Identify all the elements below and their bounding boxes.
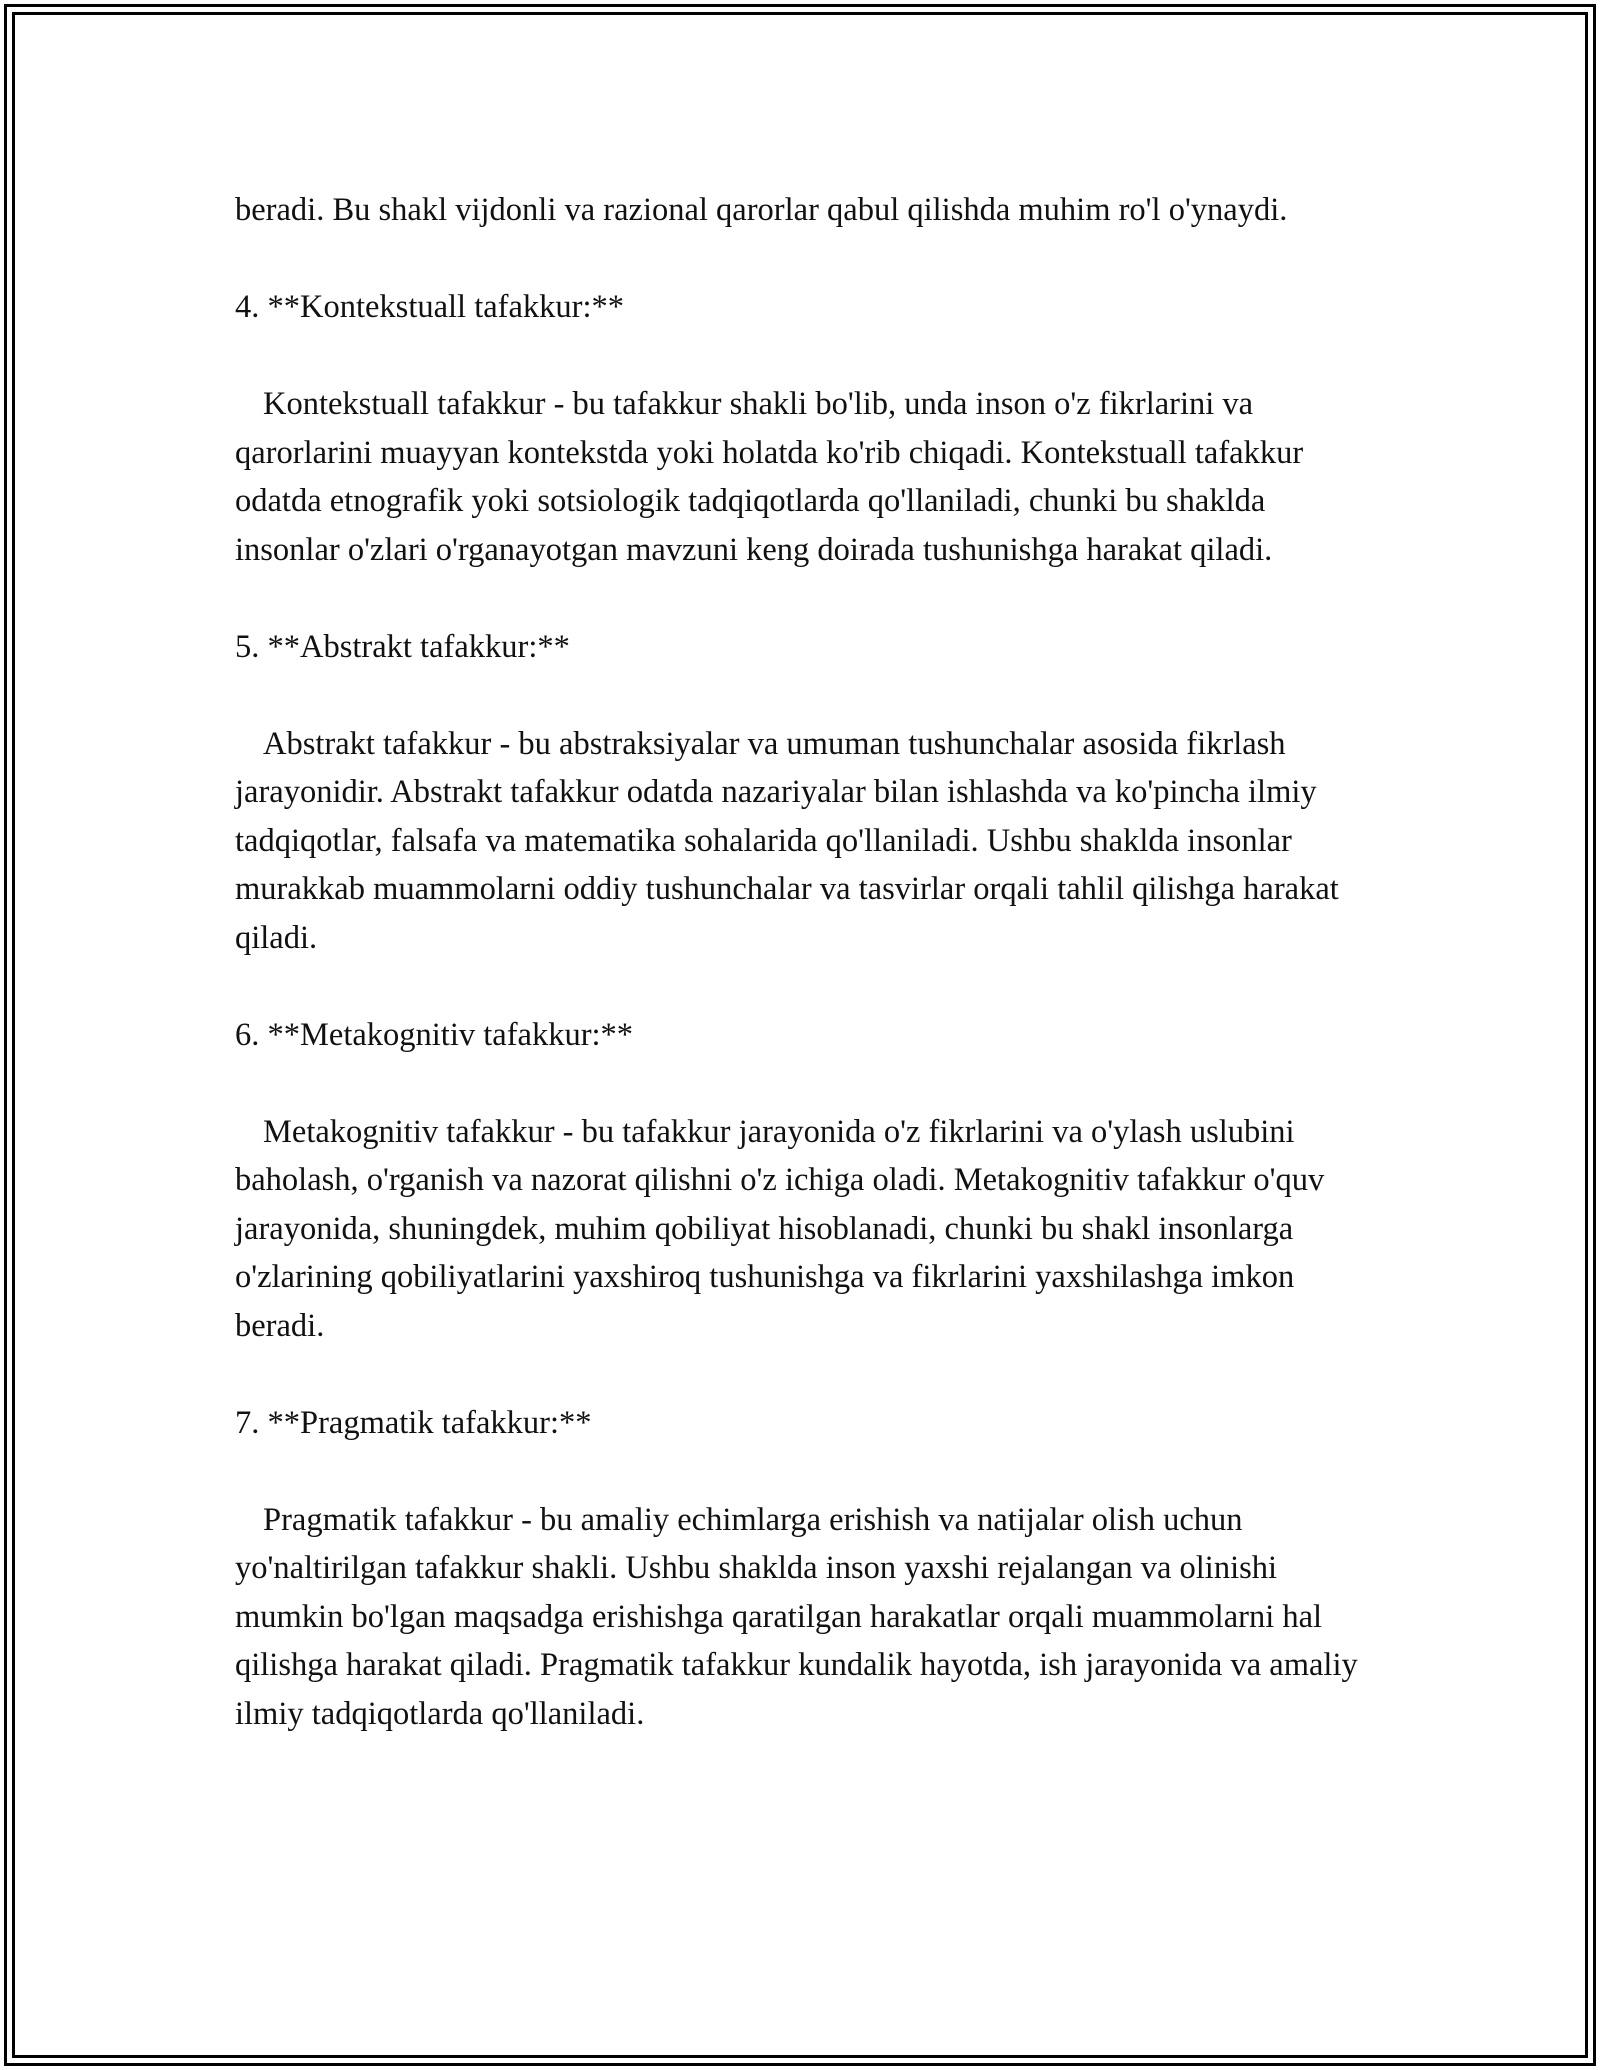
section-heading-pragmatik: 7. **Pragmatik tafakkur:** xyxy=(235,1404,592,1441)
section-heading-kontekstuall: 4. **Kontekstuall tafakkur:** xyxy=(235,289,625,325)
section-heading-abstrakt: 5. **Abstrakt tafakkur:** xyxy=(235,628,570,665)
document-body xyxy=(235,186,1375,1787)
section-heading-metakognitiv: 6. **Metakognitiv tafakkur:** xyxy=(235,1016,634,1053)
paragraph-kontekstuall: Kontekstuall tafakkur - bu tafakkur shakli bo'lib, unda inson o'z fikrlarini va qarorlarini muayyan kontekstda yoki holatda ko'rib chiqadi. Kontekstuall tafakkur odatda etnografik yoki sotsiologik tadqiqotlarda qo'llaniladi, chunki bu shaklda insonlar o'zlari o'rganayotgan mavzuni keng doirada tushunishga harakat qiladi. xyxy=(235,386,1312,568)
paragraph-metakognitiv: Metakognitiv tafakkur - bu tafakkur jarayonida o'z fikrlarini va o'ylash uslubini baholash, o'rganish va nazorat qilishni o'z ichiga oladi. Metakognitiv tafakkur o'quv jarayonida, shuningdek, muhim qobiliyat hisoblanadi, chunki bu shakl insonlarga o'zlarining qobiliyatlarini yaxshiroq tushunishga va fikrlarini yaxshilashga imkon beradi. xyxy=(235,1113,1333,1344)
paragraph-continuation: beradi. Bu shakl vijdonli va razional qarorlar qabul qilishda muhim ro'l o'ynaydi. xyxy=(235,192,1288,228)
paragraph-pragmatik: Pragmatik tafakkur - bu amaliy echimlarga erishish va natijalar olish uchun yo'naltirilgan tafakkur shakli. Ushbu shaklda inson yaxshi rejalangan va olinishi mumkin bo'lgan maqsadga erishishga qaratilgan harakatlar orqali muammolarni hal qilishga harakat qiladi. Pragmatik tafakkur kundalik hayotda, ish jarayonida va amaliy ilmiy tadqiqotlarda qo'llaniladi. xyxy=(235,1501,1366,1732)
paragraph-abstrakt: Abstrakt tafakkur - bu abstraksiyalar va umuman tushunchalar asosida fikrlash jarayonidir. Abstrakt tafakkur odatda nazariyalar bilan ishlashda va ko'pincha ilmiy tadqiqotlar, falsafa va matematika sohalarida qo'llaniladi. Ushbu shaklda insonlar murakkab muammolarni oddiy tushunchalar va tasvirlar orqali tahlil qilishga harakat qiladi. xyxy=(235,725,1347,956)
